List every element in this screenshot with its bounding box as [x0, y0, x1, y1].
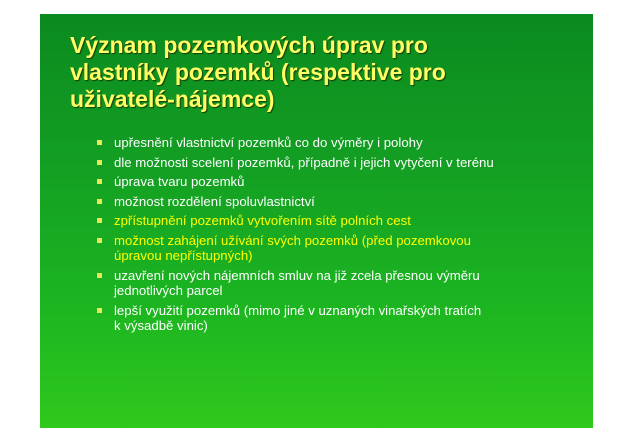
- bullet-text: úprava tvaru pozemků: [114, 174, 245, 189]
- bullet-text: zpřístupnění pozemků vytvořením sítě polních cest: [114, 213, 411, 228]
- slide-title: [70, 32, 580, 113]
- square-bullet-icon: [97, 238, 102, 243]
- bullet-item: [97, 174, 577, 190]
- bullet-text: lepší využití pozemků (mimo jiné v uznaných vinařských tratích: [114, 302, 482, 318]
- bullet-item: [97, 233, 577, 264]
- slide: [40, 14, 593, 428]
- bullet-text: jednotlivých parcel: [114, 283, 223, 298]
- bullet-text: možnost rozdělení spoluvlastnictví: [114, 193, 315, 209]
- bullet-text: k výsadbě vinic): [114, 318, 208, 333]
- square-bullet-icon: [97, 273, 102, 278]
- slide-title-line: vlastníky pozemků (respektive pro: [70, 59, 446, 85]
- bullet-item: [97, 213, 577, 229]
- slide-title-line: uživatelé-nájemce): [70, 86, 275, 112]
- square-bullet-icon: [97, 199, 102, 204]
- bullet-item: [97, 155, 577, 171]
- bullet-item: [97, 194, 577, 210]
- bullet-text: úpravou nepřístupných): [114, 248, 253, 263]
- square-bullet-icon: [97, 308, 102, 313]
- slide-title-line: Význam pozemkových úprav pro: [70, 32, 428, 58]
- square-bullet-icon: [97, 179, 102, 184]
- square-bullet-icon: [97, 160, 102, 165]
- square-bullet-icon: [97, 218, 102, 223]
- bullet-item: [97, 135, 577, 151]
- bullet-text: uzavření nových nájemních smluv na již zcela přesnou výměru: [114, 267, 480, 283]
- bullet-text: dle možnosti scelení pozemků, případně i jejich vytyčení v terénu: [114, 154, 494, 170]
- bullet-text: upřesnění vlastnictví pozemků co do výměry i polohy: [114, 135, 423, 150]
- bullet-list: [97, 135, 577, 338]
- square-bullet-icon: [97, 140, 102, 145]
- bullet-item: [97, 303, 577, 334]
- bullet-item: [97, 268, 577, 299]
- bullet-text: možnost zahájení užívání svých pozemků (před pozemkovou: [114, 232, 471, 248]
